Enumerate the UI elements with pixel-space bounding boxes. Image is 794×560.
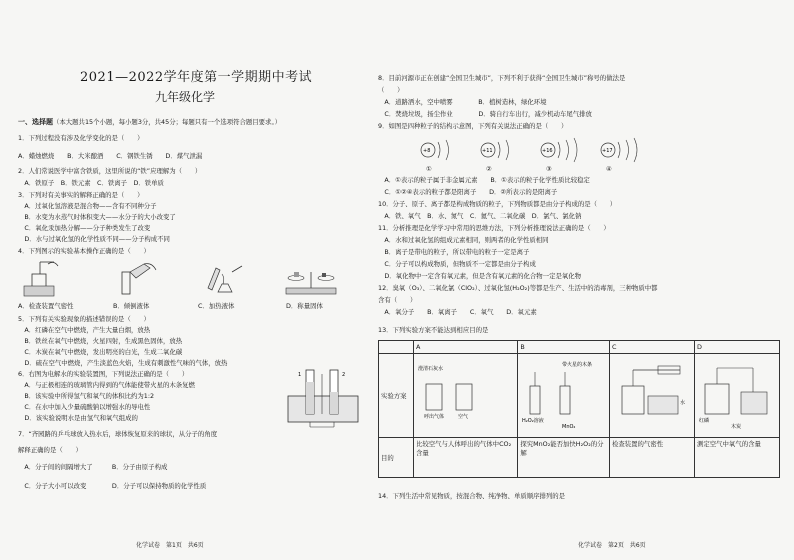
table-header-cell: B	[518, 341, 610, 354]
heat-liquid-figure	[208, 266, 242, 292]
table-header-row	[379, 341, 780, 354]
particle-label: ①	[426, 165, 432, 173]
exam-subtitle: 九年级化学	[155, 90, 216, 104]
row-label: 实验方案	[379, 354, 414, 438]
figure-a	[416, 356, 496, 432]
q4-option: D．称量固体	[286, 302, 323, 310]
question-line: 4．下列图示的实验基本操作正确的是（ ）	[18, 247, 150, 255]
question-line: C．木炭在氧气中燃烧，发出明亮的白光，生成二氧化碳	[18, 348, 183, 356]
particle-label: ③	[546, 165, 552, 173]
figure-label: 空气	[458, 414, 469, 420]
question-line: D．水与过氧化氢的化学性质不同——分子构成不同	[18, 235, 170, 243]
left-column	[18, 0, 373, 560]
row-label: 目的	[379, 438, 414, 478]
particle-label: ②	[486, 165, 492, 173]
table-header-cell: C	[609, 341, 694, 354]
particle-label: ④	[606, 165, 612, 173]
question-line: 解释正确的是（ ）	[18, 446, 82, 454]
right-column	[378, 0, 783, 560]
question-line: C．焚烧垃圾，扬尘作业 D．骑自行车出行，减少机动车尾气排放	[378, 110, 592, 118]
svg-text:+11: +11	[482, 148, 493, 154]
question-line: 12．臭氧（O₃）、二氧化氯（ClO₂）、过氧化氢(H₂O₂)等都是生产、生活中的消毒剂，三种物质中都	[378, 284, 658, 292]
question-line: B．该实验中所得氢气和氧气的体积比约为1:2	[18, 392, 155, 400]
table-cell: 探究MnO₂能否加快H₂O₂的分解	[518, 438, 610, 478]
particle-diagram-1	[421, 140, 449, 160]
question-line: C．①②④表示的粒子都是阳离子 D．②所表示的是阳离子	[378, 188, 558, 196]
svg-text:+16: +16	[542, 148, 553, 154]
figure-label: H₂O₂溶液	[522, 418, 545, 424]
svg-text:+8: +8	[423, 148, 431, 154]
table-header-cell: A	[414, 341, 518, 354]
figure-d	[697, 356, 777, 432]
particle-diagram-4	[601, 138, 637, 162]
balance-figure	[286, 272, 336, 294]
table-header-cell: D	[694, 341, 779, 354]
question-line: A．过氧化氢溶液是混合物——含有不同种分子	[18, 202, 157, 210]
figure-label: 带火星的木条	[562, 362, 593, 368]
svg-text:2: 2	[342, 372, 346, 378]
question-line: 3．下列对有关事实的解释正确的是（ ）	[18, 191, 144, 199]
section-heading	[18, 118, 281, 126]
section-instruction: （本大题共15个小题，每小题3分，共45分；每题只有一个选项符合题目要求。）	[53, 118, 282, 126]
question-line: B．离子是带电的粒子，所以带电的粒子一定是离子	[378, 248, 530, 256]
footer-left: 化学试卷 第1页 共6页	[136, 542, 204, 549]
section-label: 一、选择题	[18, 118, 53, 126]
figure-b	[520, 356, 600, 432]
svg-text:+17: +17	[602, 148, 613, 154]
question-line: C．在水中加入少量硫酸钠以增强水的导电性	[18, 403, 151, 411]
question-line: 8．目前河源市正在创建“全国卫生城市”，下列不利于获得“全国卫生城市”称号的做法是	[378, 74, 626, 82]
electrolysis-figure	[280, 366, 370, 428]
q4-option: A．检查装置气密性	[18, 302, 74, 310]
q4-option: C．加热液体	[198, 302, 235, 310]
figure-label: 木炭	[730, 424, 741, 430]
question-line: A．与正极相连的玻璃管内得到的气体能使带火星的木条复燃	[18, 381, 195, 389]
question-line: 1．下列过程没有涉及化学变化的是（ ）	[18, 134, 144, 142]
question-line: A．水和过氧化氢的组成元素相同，则两者的化学性质相同	[378, 236, 549, 244]
figure-cell-d	[694, 354, 779, 438]
table-cell: 比较空气与人体呼出的气体中CO₂含量	[414, 438, 518, 478]
question-line: A．①表示的粒子属于非金属元素 B．①表示的粒子化学性质比较稳定	[378, 176, 590, 184]
question-line: （ ）	[378, 86, 404, 94]
question-line: C．分子可以构成物质，但物质不一定都是由分子构成	[378, 260, 536, 268]
q13-table	[378, 340, 780, 478]
airtight-check-figure	[24, 262, 58, 296]
table-cell: 测定空气中氧气的含量	[694, 438, 779, 478]
question-line: 2．人们常说医学中富含铁质，这里所说的“铁”应理解为（ ）	[18, 167, 202, 175]
figure-cell-b	[518, 354, 610, 438]
figure-label: 水	[679, 400, 685, 406]
pour-liquid-figure	[122, 264, 156, 294]
figure-label: 澄清石灰水	[418, 366, 444, 372]
exam-title: 2021—2022学年度第一学期期中考试	[80, 70, 313, 85]
q4-option: B．倾倒液体	[113, 302, 150, 310]
question-line: 含有（ ）	[378, 296, 417, 304]
figure-label: 呼出气体	[424, 414, 445, 420]
question-line: D．硫在空气中燃烧，产生淡蓝色火焰，生成有刺激性气味的气体，放热	[18, 359, 228, 367]
question-line: A．蜡烛燃烧 B．大米酿酒 C．钢铁生锈 D．煤气泄漏	[18, 152, 203, 160]
svg-text:1: 1	[298, 372, 302, 378]
table-row	[379, 438, 780, 478]
figure-label: 红磷	[698, 418, 709, 424]
question-line: D．该实验说明水是由氢气和氧气组成的	[18, 414, 138, 422]
question-line: 14．下列生活中常见物质，按混合物、纯净物、单质顺序排列的是	[378, 492, 566, 500]
question-line: 6．右图为电解水的实验装置图，下列说法正确的是（ ）	[18, 370, 189, 378]
figure-cell-a	[414, 354, 518, 438]
q9-particle-figures	[408, 132, 658, 174]
q4-figures	[18, 258, 373, 298]
figure-c	[612, 356, 692, 432]
question-line: A．红磷在空气中燃烧，产生大量白烟，放热	[18, 326, 151, 334]
question-line: 13．下列实验方案不能达到相应目的是	[378, 326, 489, 334]
question-line: C．氧化汞加热分解——分子种类发生了改变	[18, 224, 151, 232]
question-line: B．铁丝在氧气中燃烧，火星四射，生成黑色固体，放热	[18, 337, 183, 345]
figure-cell-c	[609, 354, 694, 438]
question-line: A．氧分子 B．氧离子 C．氧气 D．氧元素	[378, 308, 537, 316]
question-line: 5．下列有关实验现象的描述错误的是（ ）	[18, 315, 150, 323]
particle-diagram-3	[541, 138, 577, 162]
particle-diagram-2	[481, 140, 509, 160]
question-line: C．分子大小可以改变 D．分子可以保持物质的化学性质	[18, 482, 207, 490]
question-line: A．分子间的间隔增大了 B．分子由原子构成	[18, 463, 168, 471]
question-line: D．氧化物中一定含有氧元素，但是含有氧元素的化合物一定是氧化物	[378, 272, 582, 280]
table-cell: 检查装置的气密性	[609, 438, 694, 478]
table-header-cell	[379, 341, 414, 354]
question-line: 9．如图是四种粒子的结构示意图，下列有关说法正确的是（ ）	[378, 122, 568, 130]
question-line: A．道路洒水，空中喷雾 B．植树造林，绿化环境	[378, 98, 547, 106]
question-line: 11．分析推理是化学学习中常用的思维方法，下列分析推理说法正确的是（ ）	[378, 224, 610, 232]
question-line: 7．“齐园路的乒乓球放入热水后，球体恢复原来的球状，从分子的角度	[18, 430, 218, 438]
question-line: 10．分子、原子、离子都是构成物质的粒子，下列物质都是由分子构成的是（ ）	[378, 200, 617, 208]
figure-label: MnO₂	[562, 424, 576, 430]
question-line: B．水变为水蒸气时体积变大——水分子的大小改变了	[18, 213, 176, 221]
question-line: A．铁原子 B．铁元素 C．铁离子 D．铁单质	[18, 179, 164, 187]
question-line: A．铁、氧气 B．水、氮气 C．氦气、二氧化碳 D．氯气、氯化钠	[378, 212, 582, 220]
table-row	[379, 354, 780, 438]
footer-right: 化学试卷 第2页 共6页	[578, 542, 646, 549]
